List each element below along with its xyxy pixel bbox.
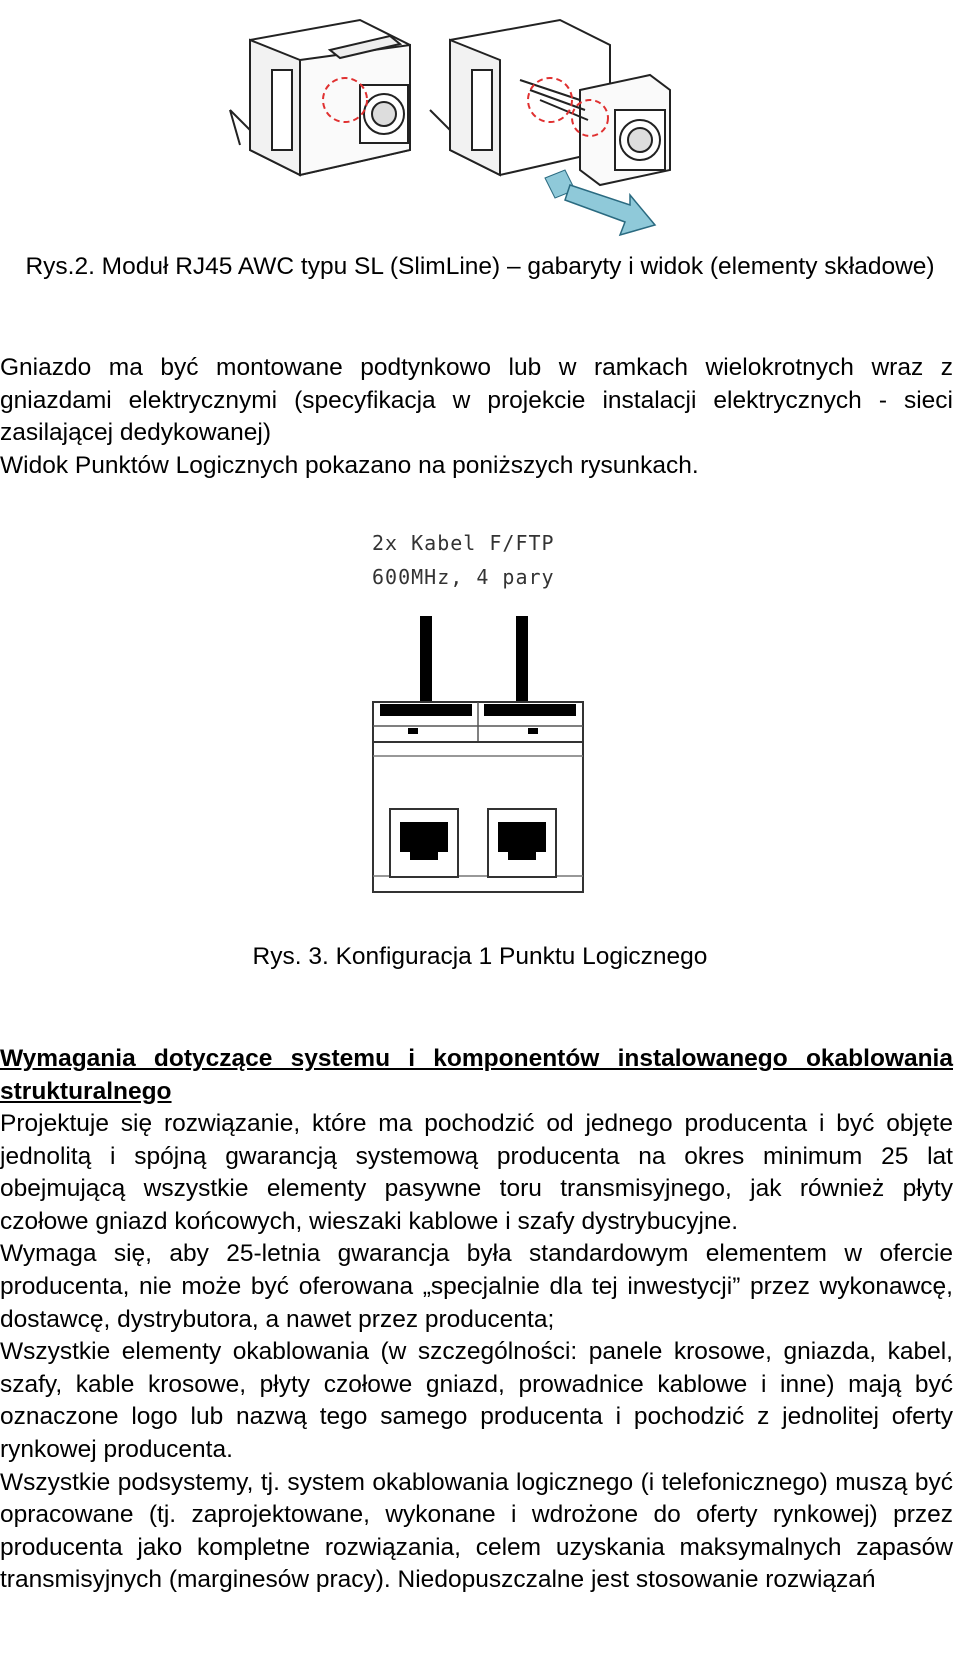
paragraph-single-vendor: Projektuje się rozwiązanie, które ma pochodzić od jednego producenta i być objęte jednolitą i spójną gwarancją systemową producenta na okres minimum 25 lat obejmującą wszystkie elementy pasywne toru transmisyjnego, jak również płyty czołowe gniazd końcowych, wieszaki kablowe i szafy dystrybucyjne. (0, 1110, 953, 1235)
logical-point-figure (368, 616, 588, 912)
rj45-port-left-icon (390, 809, 458, 877)
paragraph-branding: Wszystkie elementy okablowania (w szczególności: panele krosowe, gniazda, kabel, szafy, kable krosowe, płyty czołowe gniazd, prowadnice kablowe i inne) mają być oznaczone logo lub nazwą tego samego producenta i pochodzić z jednolitej oferty rynkowej producenta. (0, 1338, 953, 1463)
cable-label-line1: 2x Kabel F/FTP (372, 531, 555, 555)
cable-label-line2: 600MHz, 4 pary (372, 565, 555, 589)
figure-caption-rys2: Rys.2. Moduł RJ45 AWC typu SL (SlimLine) – gabaryty i widok (elementy składowe) (25, 253, 935, 280)
rj45-module-drawing-icon (210, 0, 730, 250)
rj45-module-figure (210, 0, 730, 250)
double-rj45-outlet-icon (368, 616, 588, 912)
intro-text: Gniazdo ma być montowane podtynkowo lub w ramkach wielokrotnych wraz z gniazdami elektrycznymi (specyfikacja w projekcie instalacji elektrycznych - sieci zasilającej dedykowanej) (0, 354, 953, 447)
figure-caption-rys3: Rys. 3. Konfiguracja 1 Punktu Logicznego (252, 943, 708, 970)
intro-paragraph (0, 352, 953, 482)
intro-text-figures: Widok Punktów Logicznych pokazano na poniższych rysunkach. (0, 451, 699, 479)
paragraph-warranty: Wymaga się, aby 25-letnia gwarancja była standardowym elementem w ofercie producenta, nie może być oferowana „specjalnie dla tej inwestycji” przez wykonawcę, dostawcę, dystrybutora, a nawet przez producenta; (0, 1240, 953, 1333)
requirements-body (0, 1108, 953, 1597)
paragraph-subsystems: Wszystkie podsystemy, tj. system okablowania logicznego (i telefonicznego) muszą być opracowane (tj. zaprojektowane, wykonane i wdrożone do oferty rynkowej) przez producenta jako kompletne rozwiązania, celem uzyskania maksymalnych zapasów transmisyjnych (marginesów pracy). Niedopuszczalne jest stosowanie rozwiązań (0, 1468, 953, 1594)
rj45-port-right-icon (488, 809, 556, 877)
section-heading: Wymagania dotyczące systemu i komponentów instalowanego okablowania strukturalnego (0, 1045, 953, 1105)
